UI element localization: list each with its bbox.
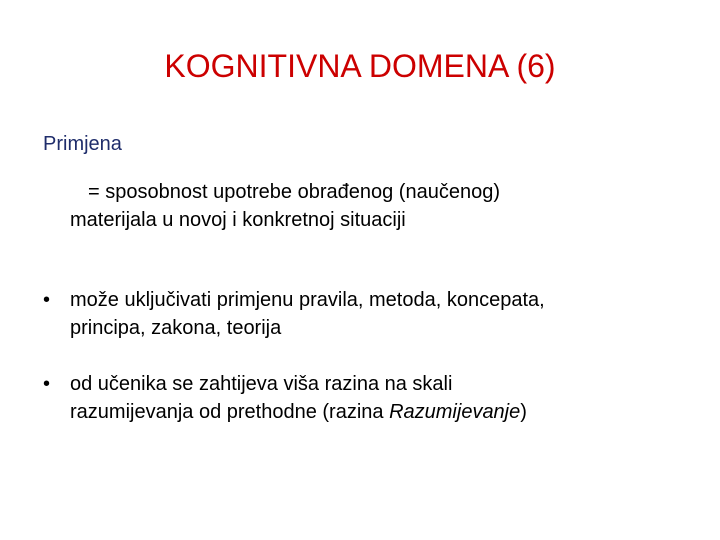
bullet-text [70, 370, 683, 426]
bullet-item-2 [43, 370, 683, 426]
bullet-2-line-2-prefix: razumijevanja od prethodne (razina [70, 401, 390, 423]
bullet-item-1 [43, 286, 683, 342]
section-heading: Primjena [43, 133, 122, 155]
bullet-1-line-2: principa, zakona, teorija [70, 317, 282, 339]
definition-text [70, 178, 670, 234]
bullet-marker: • [43, 289, 51, 311]
slide-title: KOGNITIVNA DOMENA (6) [164, 48, 556, 84]
bullet-2-line-2-suffix: ) [520, 401, 527, 423]
bullet-text [70, 286, 683, 342]
bullet-2-line-1: od učenika se zahtijeva viša razina na skali [70, 373, 453, 395]
definition-line-2: materijala u novoj i konkretnoj situaciji [70, 209, 406, 231]
bullet-2-line-2-emphasis: Razumijevanje [389, 401, 521, 423]
bullet-1-line-1: može uključivati primjenu pravila, metoda, koncepata, [70, 289, 545, 311]
definition-line-1: = sposobnost upotrebe obrađenog (naučenog) [88, 181, 500, 203]
bullet-marker: • [43, 373, 51, 395]
